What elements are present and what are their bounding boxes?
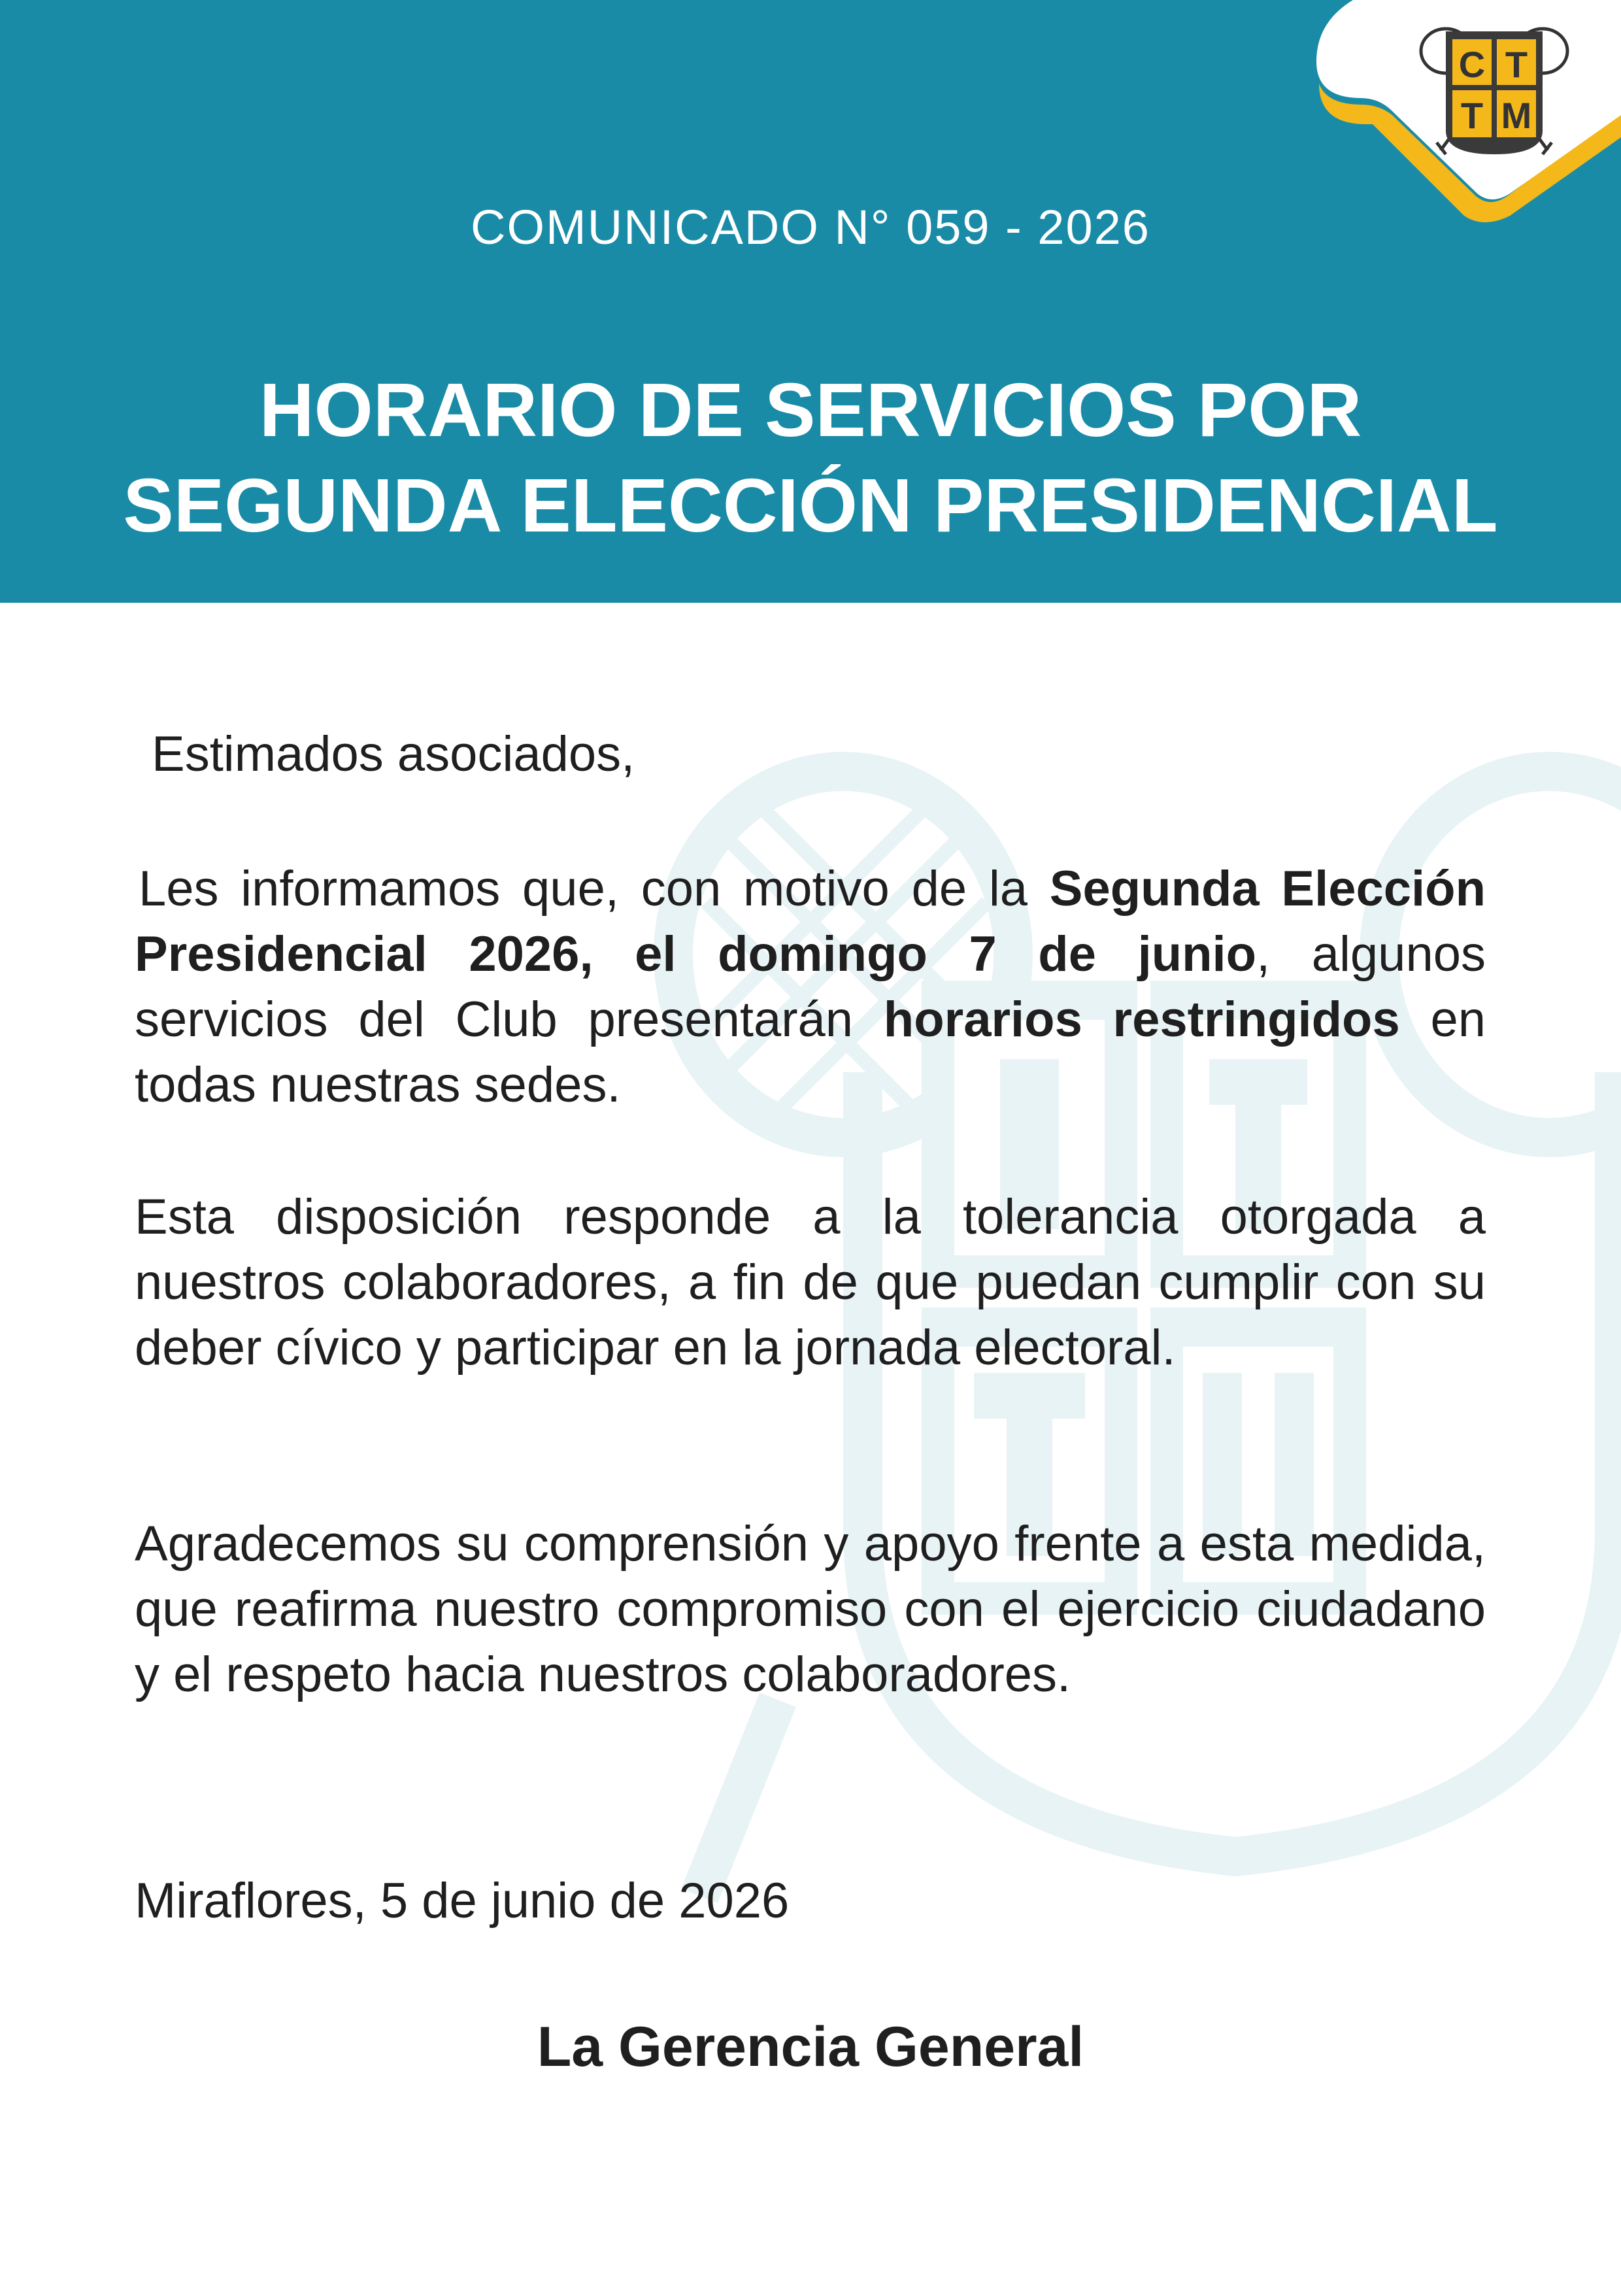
p1-bold-election-date: Segunda Elección Presidencial 2026, el domingo 7 de junio	[135, 861, 1486, 982]
page-title-line-1: HORARIO DE SERVICIOS POR	[259, 367, 1362, 452]
paragraph-reason: Esta disposición responde a la tolerancia otorgada a nuestros colaboradores, a fin de que puedan cumplir con su deber cívico y participar en la jornada electoral.	[135, 1189, 1486, 1376]
p1-text-1: Les informamos que, con motivo de la	[139, 861, 1050, 917]
comunicado-number: COMUNICADO N° 059 - 2026	[471, 200, 1150, 254]
logo-letter: C	[1458, 44, 1486, 85]
p1-text-2: , algunos servicios del Club presentarán	[135, 926, 1486, 1047]
paragraph-announcement	[135, 856, 1486, 1118]
greeting: Estimados asociados,	[152, 726, 635, 782]
logo-letter: M	[1501, 95, 1532, 136]
place-date: Miraflores, 5 de junio de 2026	[135, 1873, 790, 1929]
logo-letter: T	[1460, 95, 1484, 136]
signature: La Gerencia General	[537, 2016, 1084, 2078]
page-title-line-2: SEGUNDA ELECCIÓN PRESIDENCIAL	[123, 463, 1498, 548]
p1-text-3: en todas nuestras sedes.	[135, 992, 1486, 1113]
logo-letter: T	[1505, 44, 1528, 85]
club-crest-logo	[1301, 0, 1621, 222]
p1-bold-restricted-hours: horarios restringidos	[883, 992, 1400, 1047]
paragraph-thanks: Agradecemos su comprensión y apoyo frente a esta medida, que reafirma nuestro compromiso con el ejercicio ciudadano y el respeto hacia nuestros colaboradores.	[135, 1516, 1486, 1702]
